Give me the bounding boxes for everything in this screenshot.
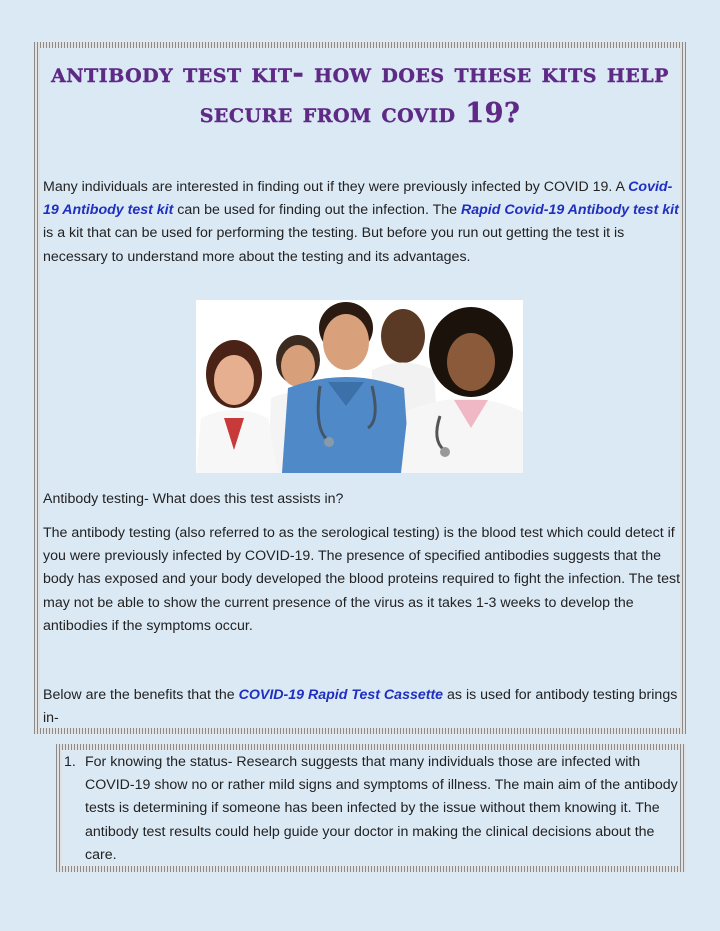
benefits-text-2: as is used for antibody testing brings in- <box>43 687 678 727</box>
intro-text-2: can be used for finding out the infection. The <box>173 202 461 219</box>
intro-text-3: is a kit that can be used for performing the testing. But before you run out getting the test it is necessary to understand more about the testing and its advantages. <box>43 225 625 265</box>
benefits-intro <box>43 684 681 730</box>
intro-text-1: Many individuals are interested in finding out if they were previously infected by COVID 19. A <box>43 179 629 195</box>
benefits-text-1: Below are the benefits that the <box>43 687 239 703</box>
page-title: antibody test kit- how does these kits help secure from covid 19? <box>51 58 669 129</box>
intro-paragraph <box>43 176 681 269</box>
list-item-text: For knowing the status- Research suggests that many individuals those are infected with COVID-19 show no or rather mild signs and symptoms of illness. The main aim of the antibody tests is determining if someone has been infected by the issue without them knowing it. The antibody test results could help guide your doctor in making the clinical decisions about the care. <box>85 754 678 863</box>
list-item-number: 1. <box>64 754 76 770</box>
medical-staff-photo <box>196 300 523 473</box>
rapid-test-cassette-link[interactable]: COVID-19 Rapid Test Cassette <box>238 687 444 703</box>
section-body: The antibody testing (also referred to as the serological testing) is the blood test which could detect if you were previously infected by COVID-19. The presence of specified antibodies suggests that the body has exposed and your body developed the blood proteins required to fight the infection. The test may not be able to show the current presence of the virus as it takes 1-3 weeks to develop the antibodies if the symptoms occur. <box>43 525 681 634</box>
list-item <box>62 751 680 867</box>
section-heading: Antibody testing- What does this test assists in? <box>43 491 344 507</box>
antibody-test-kit-link[interactable]: Covid-19 Antibody test kit <box>43 179 673 219</box>
benefits-list <box>62 751 680 867</box>
rapid-antibody-test-kit-link[interactable]: Rapid Covid-19 Antibody test kit <box>460 202 679 219</box>
